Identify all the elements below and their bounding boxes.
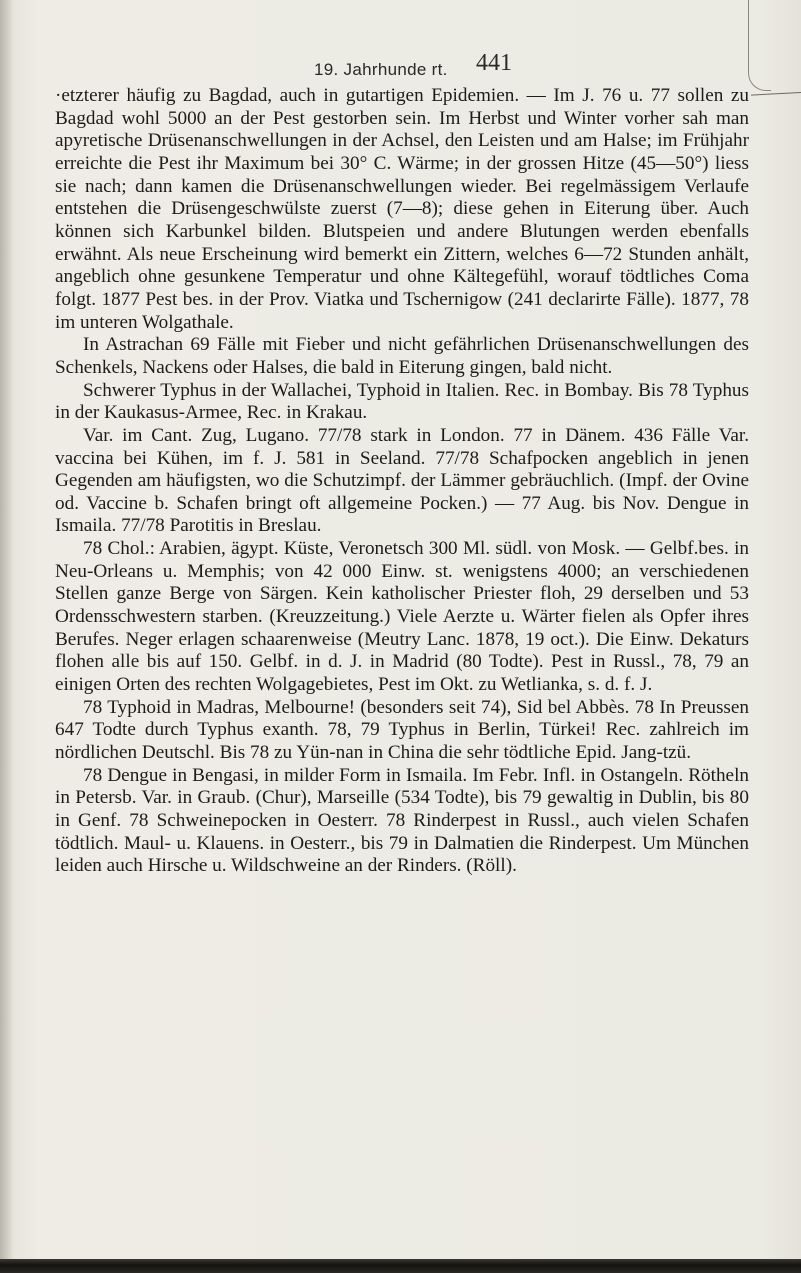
- paragraph-3: Schwerer Typhus in der Wallachei, Typhoid in Italien. Rec. in Bombay. Bis 78 Typhus in der Kaukasus-Armee, Rec. in Krakau.: [55, 379, 749, 424]
- paragraph-4: Var. im Cant. Zug, Lugano. 77/78 stark in London. 77 in Dänem. 436 Fälle Var. vaccina bei Kühen, im f. J. 581 in Seeland. 77/78 Schafpocken angeblich in jenen Gegenden am häufigsten, wo die Schutzimpf. der Lämmer gebräuchlich. (Impf. der Ovine od. Vaccine b. Schafen bringt oft allgemeine Pocken.) — 77 Aug. bis Nov. Dengue in Ismaila. 77/78 Parotitis in Breslau.: [55, 424, 749, 537]
- scan-bottom-edge: [0, 1259, 801, 1273]
- running-header: [0, 50, 801, 80]
- paragraph-7: 78 Dengue in Bengasi, in milder Form in Ismaila. Im Febr. Infl. in Ostangeln. Rötheln in Petersb. Var. in Graub. (Chur), Marseille (534 Todte), bis 79 gewaltig in Dublin, bis 80 in Genf. 78 Schweinepocken in Oesterr. 78 Rinderpest in Russl., auch vielen Schafen tödtlich. Maul- u. Klauens. in Oesterr., bis 79 in Dalmatien die Rinderpest. Um München leiden auch Hirsche u. Wildschweine an der Rinders. (Röll).: [55, 764, 749, 877]
- page-number: 441: [476, 50, 512, 76]
- chapter-title: 19. Jahrhunde rt.: [314, 60, 448, 79]
- paragraph-1: ·etzterer häufig zu Bagdad, auch in gutartigen Epidemien. — Im J. 76 u. 77 sollen zu Bagdad wohl 5000 an der Pest gestorben sein. Im Herbst und Winter vorher sah man apyretische Drüsenanschwellungen in der Achsel, den Leisten und am Halse; im Frühjahr erreichte die Pest ihr Maximum bei 30° C. Wärme; in der grossen Hitze (45—50°) liess sie nach; dann kamen die Drüsenanschwellungen wieder. Bei regelmässigem Verlaufe entstehen die Drüsengeschwülste zuerst (7—8); diese gehen in Eiterung über. Auch können sich Karbunkel bilden. Blutspeien und andere Blutungen werden ebenfalls erwähnt. Als neue Erscheinung wird bemerkt ein Zittern, welches 6—72 Stunden anhält, angeblich ohne gesunkene Temperatur und ohne Kältegefühl, worauf tödtliches Coma folgt. 1877 Pest bes. in der Prov. Viatka und Tschernigow (241 declarirte Fälle). 1877, 78 im unteren Wolgathale.: [55, 85, 749, 333]
- paragraph-6: 78 Typhoid in Madras, Melbourne! (besonders seit 74), Sid bel Abbès. 78 In Preussen 647 Todte durch Typhus exanth. 78, 79 Typhus in Berlin, Türkei! Rec. zahlreich im nördlichen Deutschl. Bis 78 zu Yün-nan in China die sehr tödtliche Epid. Jang-tzü.: [55, 696, 749, 764]
- paragraph-2: In Astrachan 69 Fälle mit Fieber und nicht gefährlichen Drüsenanschwellungen des Schenkels, Nackens oder Halses, die bald in Eiterung gingen, bald nicht.: [55, 334, 749, 378]
- book-gutter-shadow: [0, 0, 14, 1273]
- body-text: [55, 85, 749, 878]
- paragraph-5: 78 Chol.: Arabien, ägypt. Küste, Veronetsch 300 Ml. südl. von Mosk. — Gelbf.bes. in Neu-Orleans u. Memphis; von 42 000 Einw. st. wenigstens 4000; an verschiedenen Stellen ganze Berge von Särgen. Kein katholischer Priester floh, 29 derselben und 53 Ordensschwestern starben. (Kreuzzeitung.) Viele Aerzte u. Wärter fielen als Opfer ihres Berufes. Neger erlagen schaarenweise (Meutry Lanc. 1878, 19 oct.). Die Einw. Dekaturs flohen alle bis auf 150. Gelbf. in d. J. in Madrid (80 Todte). Pest in Russl., 78, 79 an einigen Orten des rechten Wolgagebietes, Pest im Okt. zu Wetlianka, s. d. f. J.: [55, 538, 749, 696]
